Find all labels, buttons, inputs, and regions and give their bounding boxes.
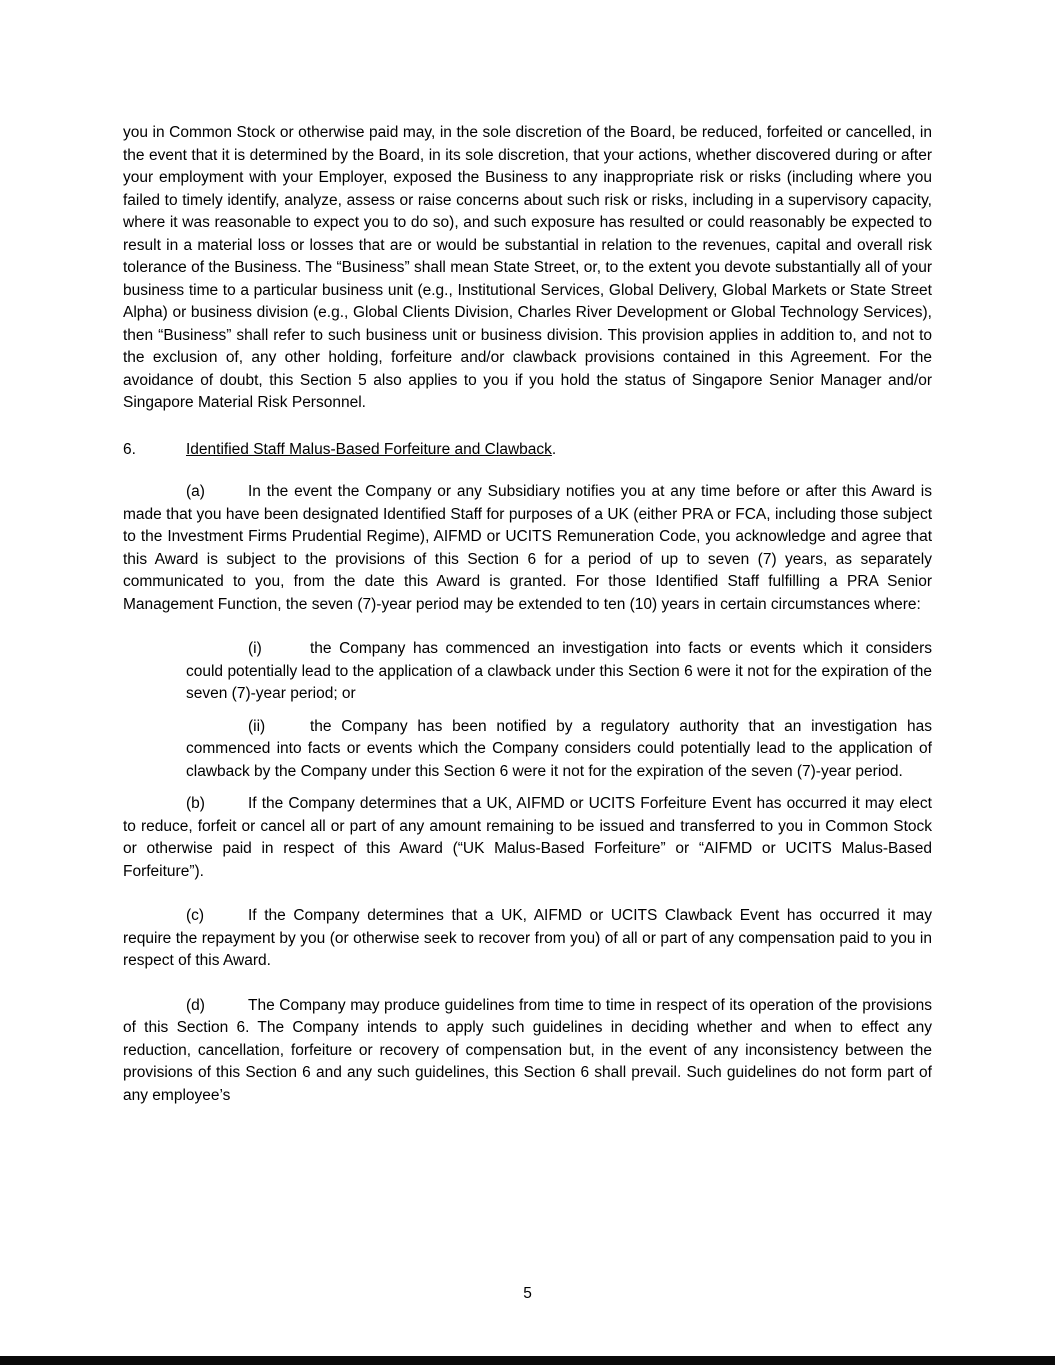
section-6-title: Identified Staff Malus-Based Forfeiture and Clawback	[186, 440, 552, 458]
paragraph-d-text: The Company may produce guidelines from time to time in respect of its operation of the provisions of this Section 6. The Company intends to apply such guidelines in deciding whether and when to effect any reduction, cancellation, forfeiture or recovery of compensation but, in the event of any inconsistency between the provisions of this Section 6 and any such guidelines, this Section 6 shall prevail. Such guidelines do not form part of any employee’s	[123, 996, 932, 1104]
paragraph-a	[123, 481, 932, 616]
paragraph-d-label: (d)	[186, 996, 205, 1014]
subitem-ii-label: (ii)	[248, 717, 266, 735]
subitem-i-label: (i)	[248, 640, 262, 657]
paragraph-d	[123, 995, 932, 1108]
subitem-i-text: the Company has commenced an investigation into facts or events which it considers could potentially lead to the application of a clawback under this Section 6 were it not for the expiration of the seven (7)-year period; or	[186, 640, 932, 702]
subitem-ii	[186, 716, 932, 784]
section-6-title-period: .	[551, 440, 557, 458]
intro-paragraph	[123, 122, 932, 415]
paragraph-c	[123, 905, 932, 973]
subitem-i	[186, 638, 932, 706]
paragraph-a-label: (a)	[186, 483, 205, 500]
section-6-number: 6.	[123, 440, 136, 458]
paragraph-c-label: (c)	[186, 907, 205, 924]
bottom-edge-bar	[0, 1356, 1055, 1365]
paragraph-c-text: If the Company determines that a UK, AIFMD or UCITS Clawback Event has occurred it may require the repayment by you (or otherwise seek to recover from you) of all or part of any compensation paid to you in respect of this Award.	[123, 907, 932, 969]
paragraph-a-text: In the event the Company or any Subsidiary notifies you at any time before or after this Award is made that you have been designated Identified Staff for purposes of a UK (either PRA or FCA, including those subject to the Investment Firms Prudential Regime), AIFMD or UCITS Remuneration Code, you acknowledge and agree that this Award is subject to the provisions of this Section 6 for a period of up to seven (7) years, as separately communicated to you, from the date this Award is granted. For those Identified Staff fulfilling a PRA Senior Management Function, the seven (7)-year period may be extended to ten (10) years in certain circumstances where:	[123, 483, 932, 613]
section-6-heading	[123, 439, 932, 462]
paragraph-b-label: (b)	[186, 795, 205, 812]
intro-paragraph-text: you in Common Stock or otherwise paid may, in the sole discretion of the Board, be reduced, forfeited or cancelled, in the event that it is determined by the Board, in its sole discretion, that your actions, whether discovered during or after your employment with your Employer, exposed the Business to any inappropriate risk or risks (including where you failed to timely identify, analyze, assess or raise concerns about such risk or risks, including in a supervisory capacity, where it was reasonable to expect you to do so), and such exposure has resulted or could reasonably be expected to result in a material loss or losses that are or would be substantial in relation to the revenues, capital and overall risk tolerance of the Business. The “Business” shall mean State Street, or, to the extent you devote substantially all of your business time to a particular business unit (e.g., Institutional Services, Global Delivery, Global Markets or State Street Alpha) or business division (e.g., Global Clients Division, Charles River Development or Global Technology Services), then “Business” shall refer to such business unit or business division. This provision applies in addition to, and not to the exclusion of, any other holding, forfeiture and/or clawback provisions contained in this Agreement. For the avoidance of doubt, this Section 5 also applies to you if you hold the status of Singapore Senior Manager and/or Singapore Material Risk Personnel.	[123, 124, 932, 411]
page-number: 5	[523, 1285, 532, 1302]
document-body	[123, 122, 932, 1107]
paragraph-b-text: If the Company determines that a UK, AIFMD or UCITS Forfeiture Event has occurred it may elect to reduce, forfeit or cancel all or part of any amount remaining to be issued and transferred to you in Common Stock or otherwise paid in respect of this Award (“UK Malus-Based Forfeiture” or “AIFMD or UCITS Malus-Based Forfeiture”).	[123, 795, 932, 880]
paragraph-b	[123, 793, 932, 883]
subitem-ii-text: the Company has been notified by a regulatory authority that an investigation has commenced into facts or events which the Company considers could potentially lead to the application of clawback by the Company under this Section 6 were it not for the expiration of the seven (7)-year period.	[186, 717, 932, 780]
